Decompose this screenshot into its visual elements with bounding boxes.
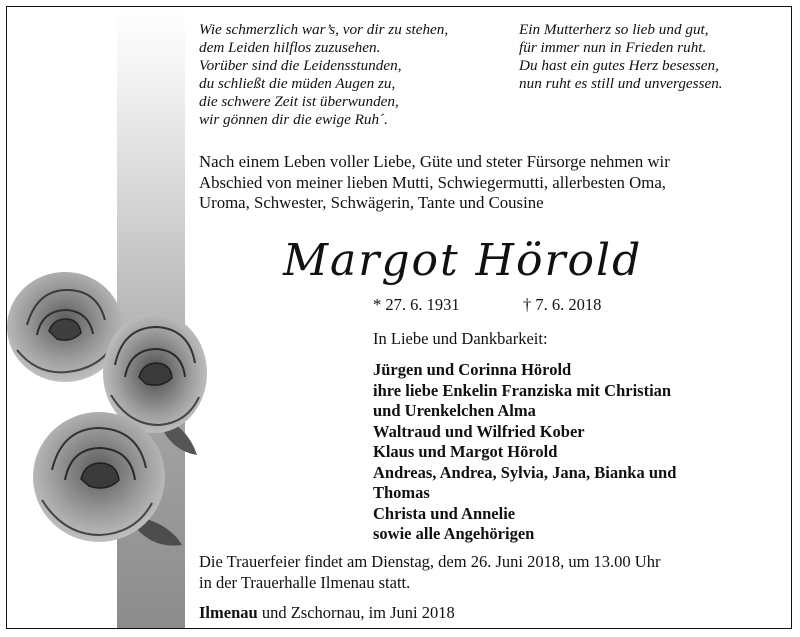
place-rest: und Zschornau, im Juni 2018: [257, 603, 455, 622]
place-date-line: [199, 603, 455, 623]
poem-line: Ein Mutterherz so lieb und gut,: [519, 21, 709, 38]
intro-line: Abschied von meiner lieben Mutti, Schwiegermutti, allerbesten Oma,: [199, 172, 666, 192]
roses-image: [7, 265, 207, 555]
poem-line: dem Leiden hilflos zuzusehen.: [199, 39, 381, 56]
poem-left: [199, 21, 448, 129]
poem-line: für immer nun in Frieden ruht.: [519, 39, 707, 56]
funeral-line: in der Trauerhalle Ilmenau statt.: [199, 572, 411, 592]
poem-line: Wie schmerzlich war’s, vor dir zu stehen,: [199, 21, 449, 38]
poem-line: du schließt die müden Augen zu,: [199, 75, 396, 92]
birth-date: * 27. 6. 1931: [373, 295, 460, 314]
poem-line: Vorüber sind die Leidensstunden,: [199, 57, 402, 74]
intro-line: Nach einem Leben voller Liebe, Güte und steter Fürsorge nehmen wir: [199, 152, 670, 171]
mourners-list: [373, 360, 676, 545]
mourner-line: und Urenkelchen Alma: [373, 401, 536, 420]
poem-line: Du hast ein gutes Herz besessen,: [519, 57, 719, 74]
mourner-line: Andreas, Andrea, Sylvia, Jana, Bianka und: [373, 462, 677, 482]
deceased-name: Margot Hörold: [283, 235, 643, 286]
poem-line: nun ruht es still und unvergessen.: [519, 75, 723, 92]
mourner-line: Christa und Annelie: [373, 503, 516, 523]
intro-text: [199, 152, 789, 214]
gratitude-line: In Liebe und Dankbarkeit:: [373, 329, 548, 348]
poem-right: [519, 21, 723, 93]
mourner-line: Jürgen und Corinna Hörold: [373, 360, 572, 379]
death-date: † 7. 6. 2018: [523, 295, 602, 314]
mourner-line: Waltraud und Wilfried Kober: [373, 421, 585, 441]
mourner-line: Thomas: [373, 483, 430, 502]
funeral-line: Die Trauerfeier findet am Dienstag, dem 26. Juni 2018, um 13.00 Uhr: [199, 552, 661, 571]
mourner-line: Klaus und Margot Hörold: [373, 442, 558, 461]
poem-line: die schwere Zeit ist überwunden,: [199, 93, 399, 110]
mourner-line: ihre liebe Enkelin Franziska mit Christian: [373, 380, 672, 400]
mourner-line: sowie alle Angehörigen: [373, 524, 535, 543]
obituary-frame: [6, 6, 792, 629]
intro-line: Uroma, Schwester, Schwägerin, Tante und Cousine: [199, 193, 544, 212]
rose-bottom: [33, 412, 165, 542]
funeral-info: [199, 552, 660, 593]
place-city: Ilmenau: [199, 603, 258, 622]
poem-line: wir gönnen dir die ewige Ruh´.: [199, 111, 388, 128]
